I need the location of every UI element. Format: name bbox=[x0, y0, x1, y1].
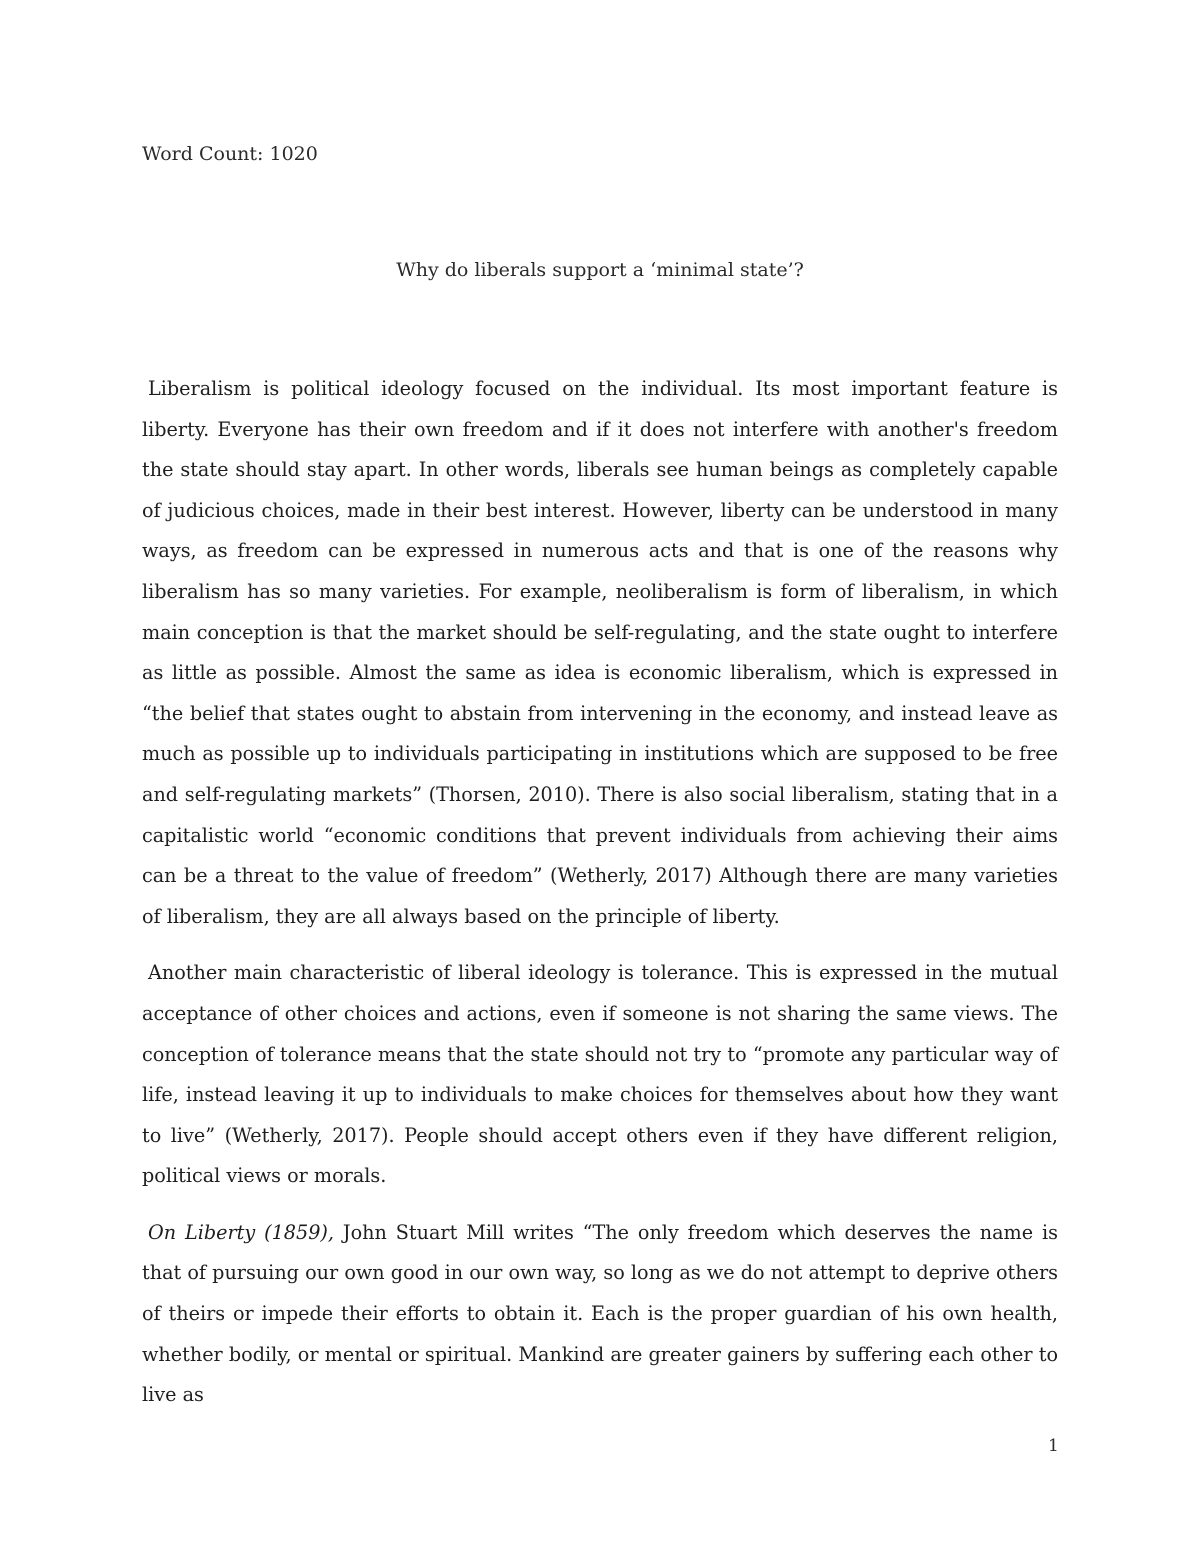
essay-body bbox=[142, 369, 1058, 1416]
paragraph-3-text: John Stuart Mill writes “The only freedom which deserves the name is that of pursuing our own good in our own way, so long as we do not attempt to deprive others of theirs or impede their efforts to obtain it. Each is the proper guardian of his own health, whether bodily, or mental or spiritual. Mankind are greater gainers by suffering each other to live as bbox=[142, 1220, 1058, 1407]
essay-title: Why do liberals support a ‘minimal state’? bbox=[396, 259, 804, 281]
paragraph-2: Another main characteristic of liberal ideology is tolerance. This is expressed in the mutual acceptance of other choices and actions, even if someone is not sharing the same views. The conception of tolerance means that the state should not try to “promote any particular way of life, instead leaving it up to individuals to make choices for themselves about how they want to live” (Wetherly, 2017). People should accept others even if they have different religion, political views or morals. bbox=[142, 961, 1058, 1188]
page-number: 1 bbox=[1048, 1436, 1059, 1456]
book-title-citation: On Liberty (1859), bbox=[148, 1220, 335, 1244]
paragraph-1: Liberalism is political ideology focused on the individual. Its most important feature is liberty. Everyone has their own freedom and if it does not interfere with another's freedom the state should stay apart. In other words, liberals see human beings as completely capable of judicious choices, made in their best interest. However, liberty can be understood in many ways, as freedom can be expressed in numerous acts and that is one of the reasons why liberalism has so many varieties. For example, neoliberalism is form of liberalism, in which main conception is that the market should be self-regulating, and the state ought to interfere as little as possible. Almost the same as idea is economic liberalism, which is expressed in “the belief that states ought to abstain from intervening in the economy, and instead leave as much as possible up to individuals participating in institutions which are supposed to be free and self-regulating markets” (Thorsen, 2010). There is also social liberalism, stating that in a capitalistic world “economic conditions that prevent individuals from achieving their aims can be a threat to the value of freedom” (Wetherly, 2017) Although there are many varieties of liberalism, they are all always based on the principle of liberty. bbox=[142, 377, 1058, 928]
word-count: Word Count: 1020 bbox=[142, 143, 318, 165]
paragraph-3 bbox=[142, 1213, 1058, 1416]
